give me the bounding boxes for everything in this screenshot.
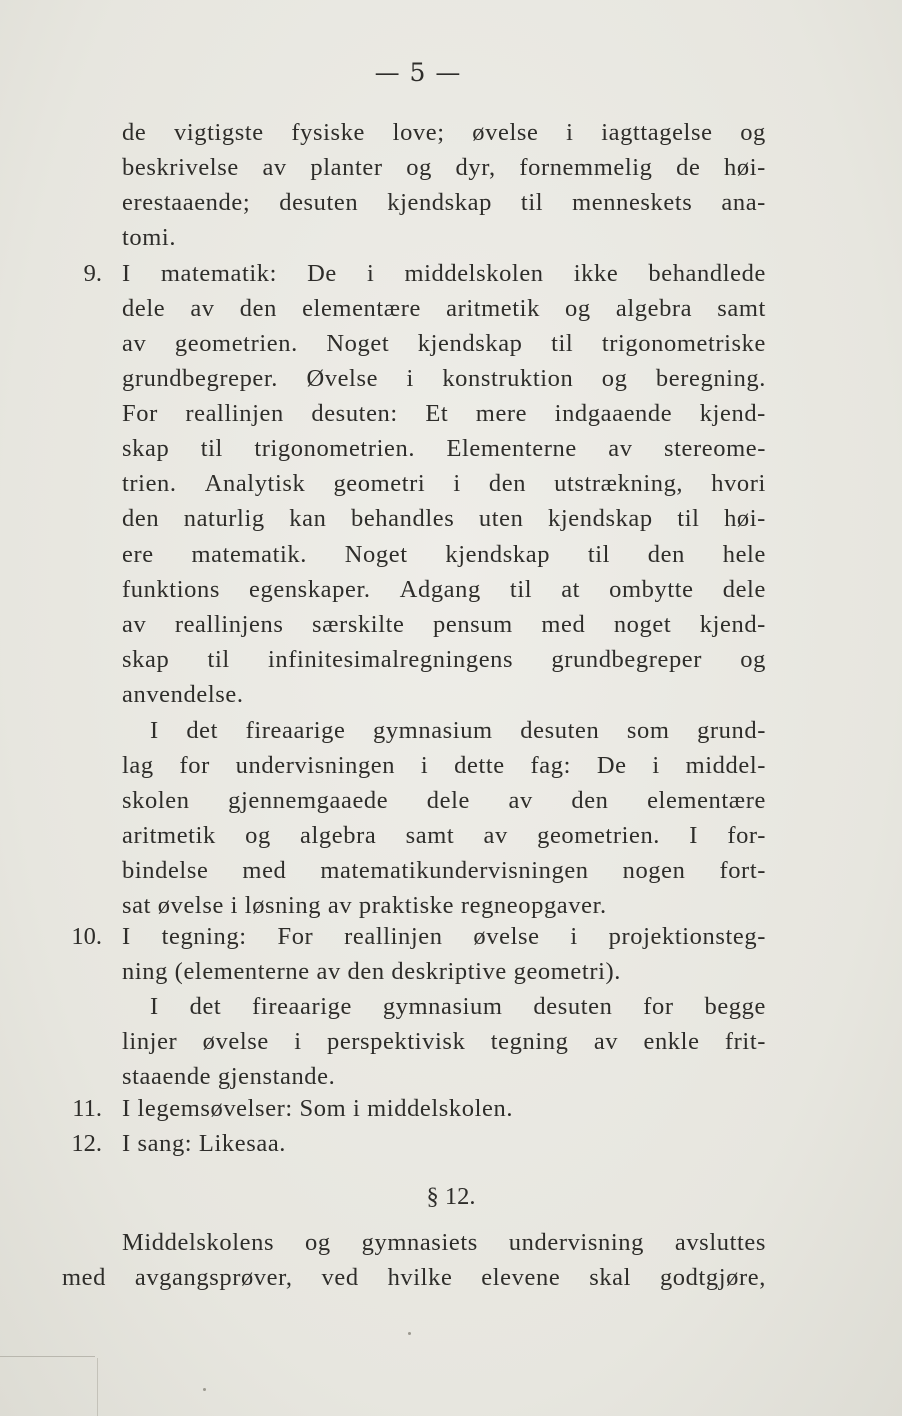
text-line: I matematik: De i middelskolen ikke behandlede xyxy=(122,260,766,287)
text-line: beskrivelse av planter og dyr, fornemmelig de høi- xyxy=(122,154,766,181)
text-line: I det fireaarige gymnasium desuten som grund- xyxy=(150,717,766,744)
text-line: trien. Analytisk geometri i den utstrækning, hvori xyxy=(122,470,766,497)
item-number-10: 10. xyxy=(71,923,102,950)
ink-speck xyxy=(408,1332,411,1335)
text-line: I tegning: For reallinjen øvelse i projektionsteg- xyxy=(122,923,766,950)
page-edge-line xyxy=(0,1356,95,1357)
text-line: lag for undervisningen i dette fag: De i middel- xyxy=(122,752,766,779)
text-line: aritmetik og algebra samt av geometrien. I for- xyxy=(122,822,766,849)
text-line: av reallinjens særskilte pensum med noget kjend- xyxy=(122,611,766,638)
page-number: — 5 — xyxy=(374,58,462,87)
text-line: av geometrien. Noget kjendskap til trigonometriske xyxy=(122,330,766,357)
text-line: med avgangsprøver, ved hvilke elevene skal godtgjøre, xyxy=(62,1264,766,1291)
text-line: skap til infinitesimalregningens grundbegreper og xyxy=(122,646,766,673)
item-number-9: 9. xyxy=(83,260,102,287)
text-line: anvendelse. xyxy=(122,681,244,708)
section-heading: § 12. xyxy=(426,1183,476,1210)
item-number-12: 12. xyxy=(71,1130,102,1157)
text-line: I legemsøvelser: Som i middelskolen. xyxy=(122,1095,514,1122)
ink-speck xyxy=(203,1388,206,1391)
text-line: sat øvelse i løsning av praktiske regneopgaver. xyxy=(122,892,607,919)
text-line: Middelskolens og gymnasiets undervisning avsluttes xyxy=(122,1229,766,1256)
text-line: ere matematik. Noget kjendskap til den hele xyxy=(122,541,766,568)
text-line: For reallinjen desuten: Et mere indgaaende kjend- xyxy=(122,400,766,427)
page-edge-line-vertical xyxy=(97,1358,98,1416)
text-line: de vigtigste fysiske love; øvelse i iagttagelse og xyxy=(122,119,766,146)
text-line: den naturlig kan behandles uten kjendskap til høi- xyxy=(122,505,766,532)
item-number-11: 11. xyxy=(72,1095,102,1122)
text-line: skap til trigonometrien. Elementerne av stereome- xyxy=(122,435,766,462)
text-line: staaende gjenstande. xyxy=(122,1063,336,1090)
text-line: tomi. xyxy=(122,224,177,251)
text-line: ning (elementerne av den deskriptive geometri). xyxy=(122,958,621,985)
text-line: erestaaende; desuten kjendskap til menneskets ana- xyxy=(122,189,766,216)
text-line: skolen gjennemgaaede dele av den elementære xyxy=(122,787,766,814)
text-line: I det fireaarige gymnasium desuten for begge xyxy=(150,993,766,1020)
text-line: grundbegreper. Øvelse i konstruktion og beregning. xyxy=(122,365,766,392)
text-line: dele av den elementære aritmetik og algebra samt xyxy=(122,295,766,322)
text-line: funktions egenskaper. Adgang til at ombytte dele xyxy=(122,576,766,603)
text-line: bindelse med matematikundervisningen nogen fort- xyxy=(122,857,766,884)
text-line: I sang: Likesaa. xyxy=(122,1130,287,1157)
text-line: linjer øvelse i perspektivisk tegning av enkle frit- xyxy=(122,1028,766,1055)
